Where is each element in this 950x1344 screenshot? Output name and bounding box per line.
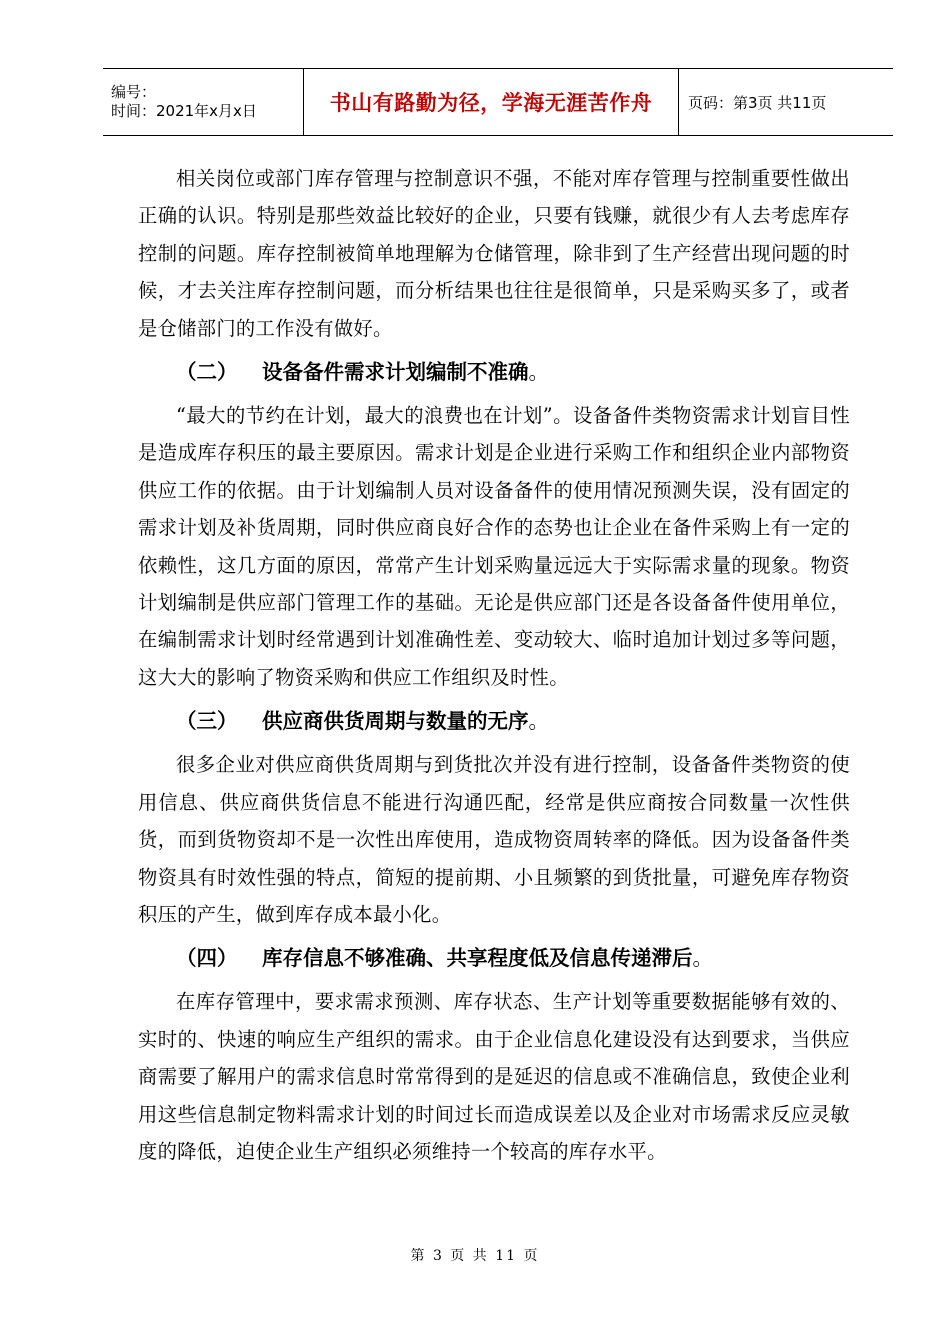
section-period: 。 bbox=[692, 946, 713, 971]
body-paragraph: 在库存管理中，要求需求预测、库存状态、生产计划等重要数据能够有效的、实时的、快速的响应生产组织的需求。由于企业信息化建设没有达到要求，当供应商需要了解用户的需求信息时常常得到的是延迟的信息或不准确信息，致使企业利用这些信息制定物料需求计划的时间过长而造成误差以及企业对市场需求反应灵敏度的降低，迫使企业生产组织必须维持一个较高的库存水平。 bbox=[138, 990, 850, 1163]
section-number: （四） bbox=[176, 946, 238, 971]
header-motto-cell bbox=[304, 69, 679, 135]
header-page-cell bbox=[679, 69, 893, 135]
header-motto: 书山有路勤为径，学海无涯苦作舟 bbox=[329, 91, 653, 115]
section-title: 库存信息不够准确、共享程度低及信息传递滞后 bbox=[262, 946, 693, 971]
section-number: （三） bbox=[176, 709, 238, 734]
section-title: 供应商供货周期与数量的无序 bbox=[262, 709, 529, 734]
section-period: 。 bbox=[528, 360, 549, 385]
page-header bbox=[103, 68, 893, 136]
header-page-number: 页码：第3页 共11页 bbox=[688, 93, 827, 112]
section-number: （二） bbox=[176, 360, 238, 385]
section-title: 设备备件需求计划编制不准确 bbox=[262, 360, 529, 385]
page-footer: 第 3 页 共 11 页 bbox=[410, 1248, 540, 1264]
document-body bbox=[138, 160, 850, 1170]
section-heading bbox=[138, 347, 850, 397]
section-heading bbox=[138, 696, 850, 746]
body-paragraph: 相关岗位或部门库存管理与控制意识不强，不能对库存管理与控制重要性做出正确的认识。特别是那些效益比较好的企业，只要有钱赚，就很少有人去考虑库存控制的问题。库存控制被简单地理解为仓储管理，除非到了生产经营出现问题的时候，才去关注库存控制问题，而分析结果也往往是很简单，只是采购买多了，或者是仓储部门的工作没有做好。 bbox=[138, 167, 850, 340]
body-paragraph: 很多企业对供应商供货周期与到货批次并没有进行控制，设备备件类物资的使用信息、供应商供货信息不能进行沟通匹配，经常是供应商按合同数量一次性供货，而到货物资却不是一次性出库使用，造成物资周转率的降低。因为设备备件类物资具有时效性强的特点，简短的提前期、小且频繁的到货批量，可避免库存物资积压的产生，做到库存成本最小化。 bbox=[138, 753, 850, 926]
header-meta bbox=[103, 69, 304, 135]
body-paragraph: “最大的节约在计划，最大的浪费也在计划”。设备备件类物资需求计划盲目性是造成库存积压的最主要原因。需求计划是企业进行采购工作和组织企业内部物资供应工作的依据。由于计划编制人员对设备备件的使用情况预测失误，没有固定的需求计划及补货周期，同时供应商良好合作的态势也让企业在备件采购上有一定的依赖性，这几方面的原因，常常产生计划采购量远远大于实际需求量的现象。物资计划编制是供应部门管理工作的基础。无论是供应部门还是各设备备件使用单位，在编制需求计划时经常遇到计划准确性差、变动较大、临时追加计划过多等问题，这大大的影响了物资采购和供应工作组织及时性。 bbox=[138, 404, 850, 689]
document-time-label: 时间：2021年x月x日 bbox=[111, 102, 257, 120]
section-heading bbox=[138, 933, 850, 983]
section-period: 。 bbox=[528, 709, 549, 734]
document-code-label: 编号： bbox=[111, 83, 157, 101]
